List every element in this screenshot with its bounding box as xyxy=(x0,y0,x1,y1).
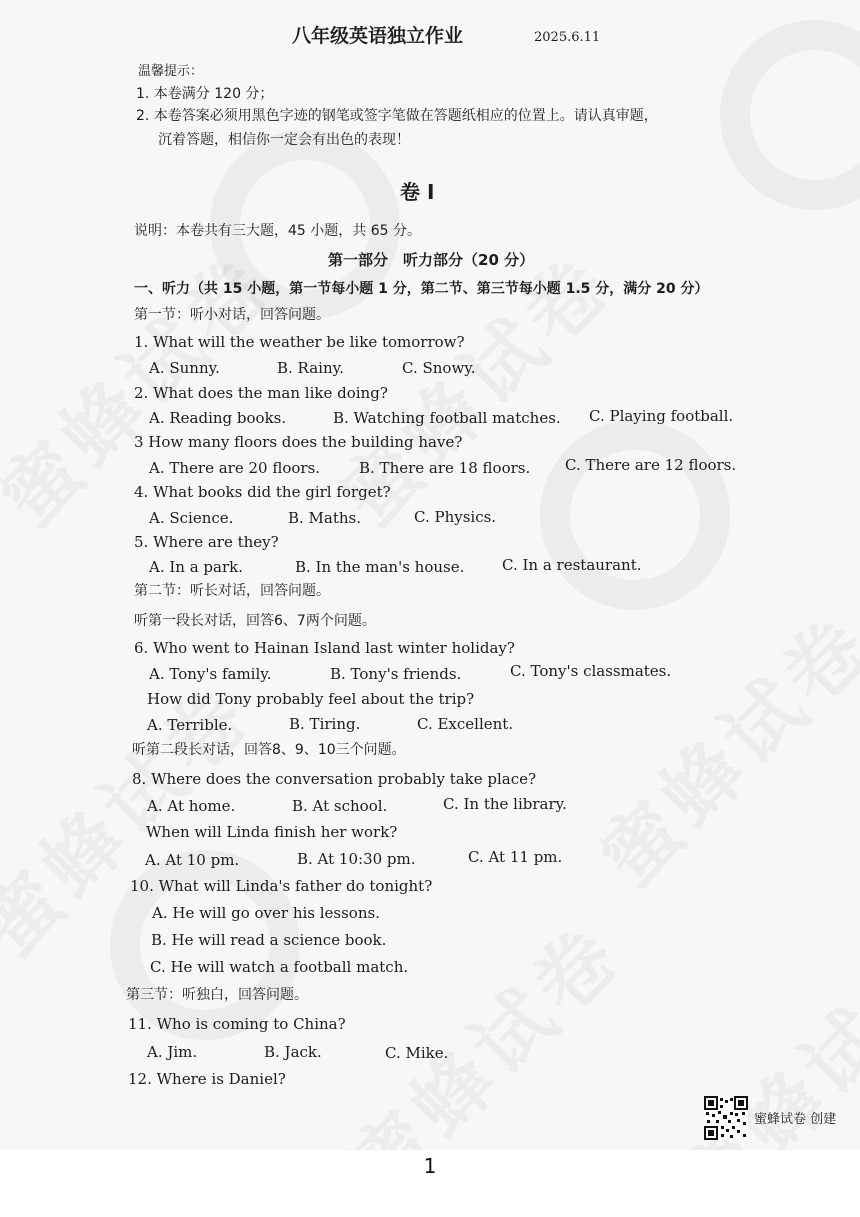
option-b: B. Jack. xyxy=(264,1043,322,1061)
question-text: 6. Who went to Hainan Island last winter holiday? xyxy=(134,639,515,657)
option-a: A. Science. xyxy=(149,509,234,527)
tips-item-2: 2. 本卷答案必须用黑色字迹的钢笔或签字笔做在答题纸相应的位置上。请认真审题， xyxy=(136,108,658,124)
option-c: C. Playing football. xyxy=(589,407,734,425)
part1-section-heading: 一、听力（共 15 小题，第一节每小题 1 分，第二节、第三节每小题 1.5 分，满分 20 分） xyxy=(134,281,709,297)
volume-note: 说明：本卷共有三大题，45 小题，共 65 分。 xyxy=(134,223,421,239)
page-number: 1 xyxy=(423,1154,437,1178)
option-b: B. There are 18 floors. xyxy=(359,459,531,477)
question-text: 8. Where does the conversation probably take place? xyxy=(132,770,537,788)
option-c: C. Excellent. xyxy=(417,715,514,733)
watermark-logo-icon xyxy=(720,20,860,210)
option-c: C. He will watch a football match. xyxy=(150,958,409,976)
dialog2-instruction: 听第二段长对话，回答8、9、10三个问题。 xyxy=(132,742,406,758)
option-a: A. At home. xyxy=(147,797,236,815)
question-text: When will Linda finish her work? xyxy=(146,823,398,841)
option-b: B. He will read a science book. xyxy=(151,931,387,949)
tips-item-2-cont: 沉着答题，相信你一定会有出色的表现！ xyxy=(158,132,410,148)
option-b: B. At school. xyxy=(292,797,388,815)
question-text: 11. Who is coming to China? xyxy=(128,1015,346,1033)
section1-heading: 第一节：听小对话，回答问题。 xyxy=(134,307,330,323)
tips-heading: 温馨提示： xyxy=(138,64,204,79)
option-a: A. He will go over his lessons. xyxy=(152,904,380,922)
exam-title: 八年级英语独立作业 xyxy=(292,25,464,47)
option-c: C. Tony's classmates. xyxy=(510,662,672,680)
qr-code-icon xyxy=(704,1096,748,1140)
option-b: B. Watching football matches. xyxy=(333,409,561,427)
option-b: B. Maths. xyxy=(288,509,362,527)
option-b: B. At 10:30 pm. xyxy=(297,850,416,868)
option-c: C. In a restaurant. xyxy=(502,556,642,574)
option-c: C. Mike. xyxy=(385,1044,449,1062)
section2-heading: 第二节：听长对话，回答问题。 xyxy=(134,583,330,599)
option-c: C. Physics. xyxy=(414,508,497,526)
question-text: 10. What will Linda's father do tonight? xyxy=(130,877,433,895)
option-c: C. At 11 pm. xyxy=(468,848,563,866)
section3-heading: 第三节：听独白，回答问题。 xyxy=(126,987,308,1003)
exam-date: 2025.6.11 xyxy=(534,30,601,45)
option-a: A. There are 20 floors. xyxy=(149,459,321,477)
option-a: A. At 10 pm. xyxy=(145,851,240,869)
option-a: A. In a park. xyxy=(149,558,244,576)
part1-title: 第一部分 听力部分（20 分） xyxy=(328,251,535,269)
option-b: B. Tony's friends. xyxy=(330,665,462,683)
option-a: A. Sunny. xyxy=(149,359,220,377)
dialog1-instruction: 听第一段长对话，回答6、7两个问题。 xyxy=(134,613,376,629)
option-a: A. Reading books. xyxy=(149,409,287,427)
question-text: 3 How many floors does the building have? xyxy=(134,433,463,451)
option-b: B. In the man's house. xyxy=(295,558,465,576)
option-a: A. Jim. xyxy=(147,1043,198,1061)
option-c: C. In the library. xyxy=(443,795,567,813)
watermark-text xyxy=(571,585,860,907)
question-text: How did Tony probably feel about the trip? xyxy=(147,690,475,708)
question-text: 1. What will the weather be like tomorrow? xyxy=(134,333,465,351)
option-b: B. Tiring. xyxy=(289,715,361,733)
question-text: 4. What books did the girl forget? xyxy=(134,483,391,501)
option-a: A. Tony's family. xyxy=(149,665,272,683)
option-a: A. Terrible. xyxy=(147,716,233,734)
question-text: 2. What does the man like doing? xyxy=(134,384,388,402)
watermark-logo-icon xyxy=(540,420,730,610)
option-b: B. Rainy. xyxy=(277,359,344,377)
option-c: C. Snowy. xyxy=(402,359,476,377)
question-text: 12. Where is Daniel? xyxy=(128,1070,286,1088)
tips-item-1: 1. 本卷满分 120 分； xyxy=(136,86,274,102)
brand-label: 蜜蜂试卷 创建 xyxy=(754,1112,837,1127)
option-c: C. There are 12 floors. xyxy=(565,456,737,474)
volume-title: 卷 I xyxy=(400,180,435,204)
question-text: 5. Where are they? xyxy=(134,533,279,551)
